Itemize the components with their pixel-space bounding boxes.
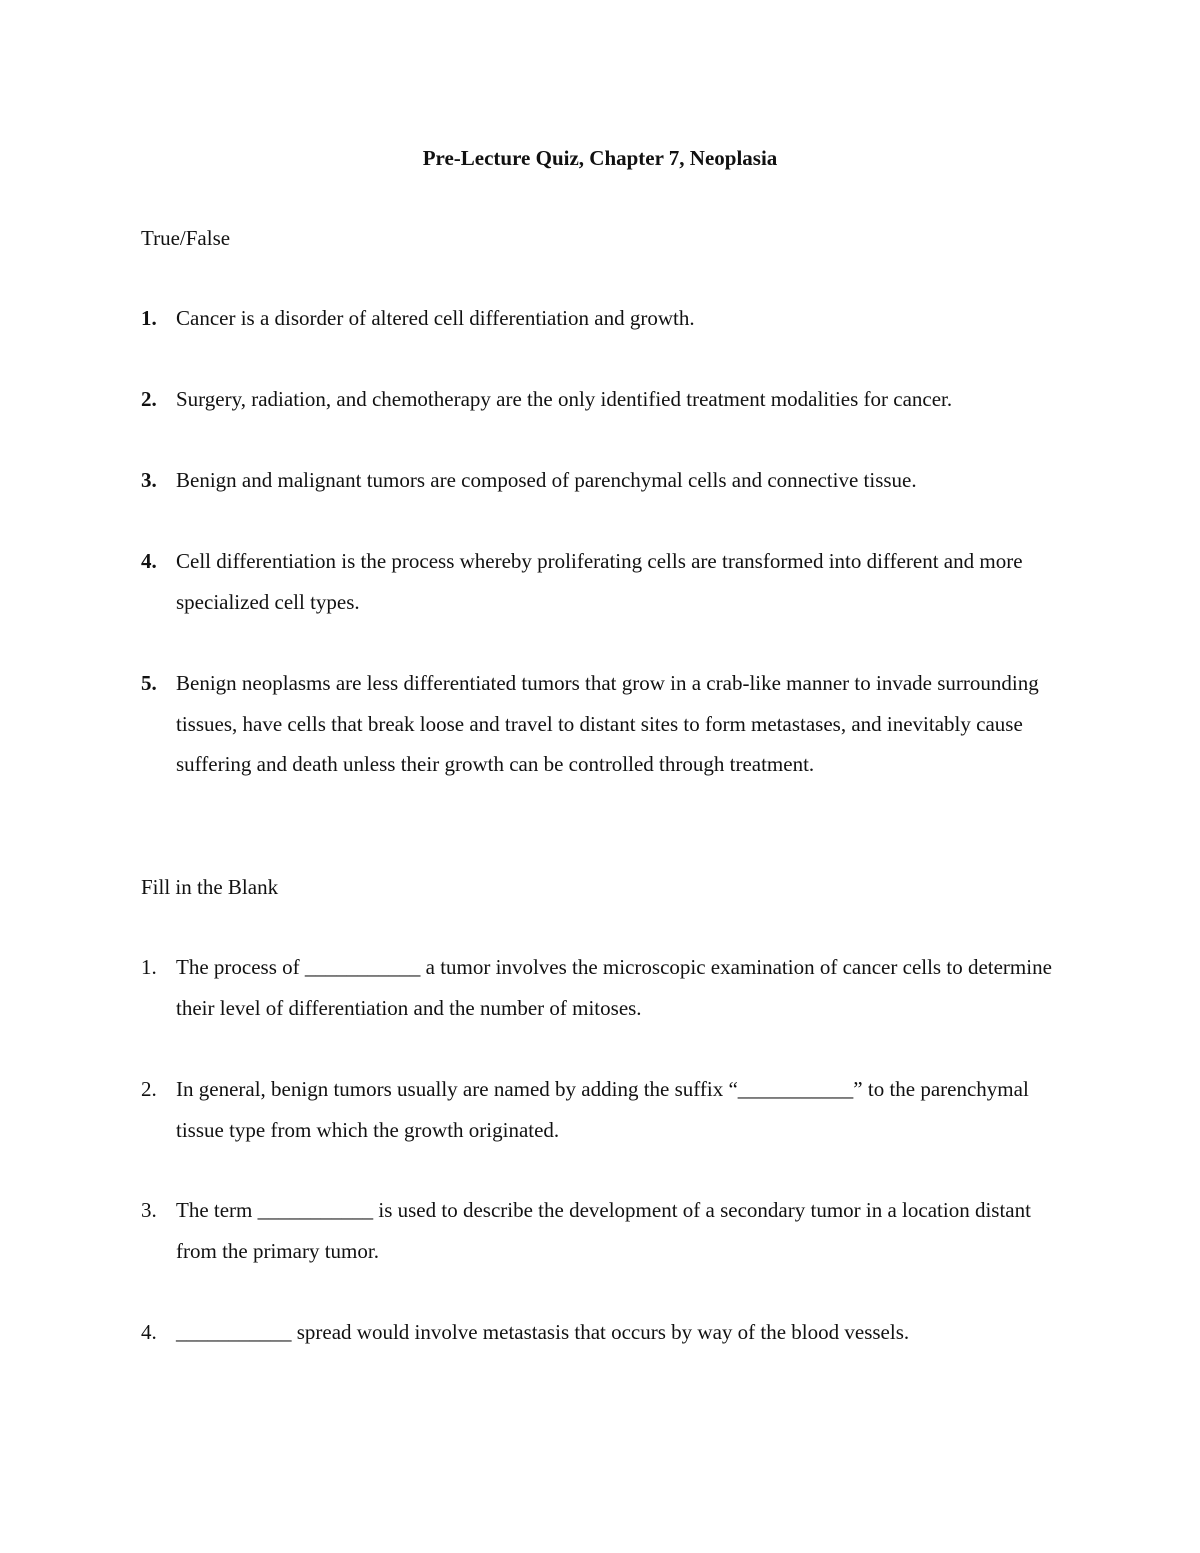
true-false-question-5 bbox=[141, 663, 1071, 785]
question-text: Cell differentiation is the process whereby proliferating cells are transformed into different and more specialized cell types. bbox=[176, 549, 1023, 614]
question-number: 3. bbox=[141, 468, 157, 492]
fill-blank-question-1 bbox=[141, 947, 1071, 1028]
question-text: Surgery, radiation, and chemotherapy are the only identified treatment modalities for cancer. bbox=[176, 387, 953, 411]
question-number: 2. bbox=[141, 1077, 157, 1101]
question-number: 3. bbox=[141, 1198, 157, 1222]
question-text: The process of ___________ a tumor involves the microscopic examination of cancer cells to determine their level of differentiation and the number of mitoses. bbox=[176, 955, 1052, 1020]
fill-blank-question-3 bbox=[141, 1190, 1071, 1271]
fill-blank-question-4 bbox=[141, 1312, 1071, 1353]
fill-blank-question-2 bbox=[141, 1069, 1071, 1150]
question-number: 4. bbox=[141, 549, 157, 573]
section-heading-fill-blank: Fill in the Blank bbox=[141, 875, 279, 899]
question-text: Cancer is a disorder of altered cell differentiation and growth. bbox=[176, 306, 695, 330]
document-title: Pre-Lecture Quiz, Chapter 7, Neoplasia bbox=[422, 146, 778, 170]
true-false-question-1 bbox=[141, 298, 1071, 339]
question-text: Benign neoplasms are less differentiated tumors that grow in a crab-like manner to invade surrounding tissues, have cells that break loose and travel to distant sites to form metastases, and inevitably cause suffering and death unless their growth can be controlled through treatment. bbox=[176, 671, 1039, 776]
section-heading-true-false: True/False bbox=[141, 226, 231, 250]
question-text: The term ___________ is used to describe the development of a secondary tumor in a location distant from the primary tumor. bbox=[176, 1198, 1031, 1263]
question-text: Benign and malignant tumors are composed of parenchymal cells and connective tissue. bbox=[176, 468, 917, 492]
question-text: In general, benign tumors usually are named by adding the suffix “___________” to the parenchymal tissue type from which the growth originated. bbox=[176, 1077, 1029, 1142]
question-number: 1. bbox=[141, 306, 157, 330]
true-false-question-3 bbox=[141, 460, 1071, 501]
question-number: 5. bbox=[141, 671, 157, 695]
question-number: 1. bbox=[141, 955, 157, 979]
true-false-question-2 bbox=[141, 379, 1071, 420]
true-false-question-4 bbox=[141, 541, 1071, 622]
question-text: ___________ spread would involve metastasis that occurs by way of the blood vessels. bbox=[176, 1320, 910, 1344]
question-number: 2. bbox=[141, 387, 157, 411]
question-number: 4. bbox=[141, 1320, 157, 1344]
